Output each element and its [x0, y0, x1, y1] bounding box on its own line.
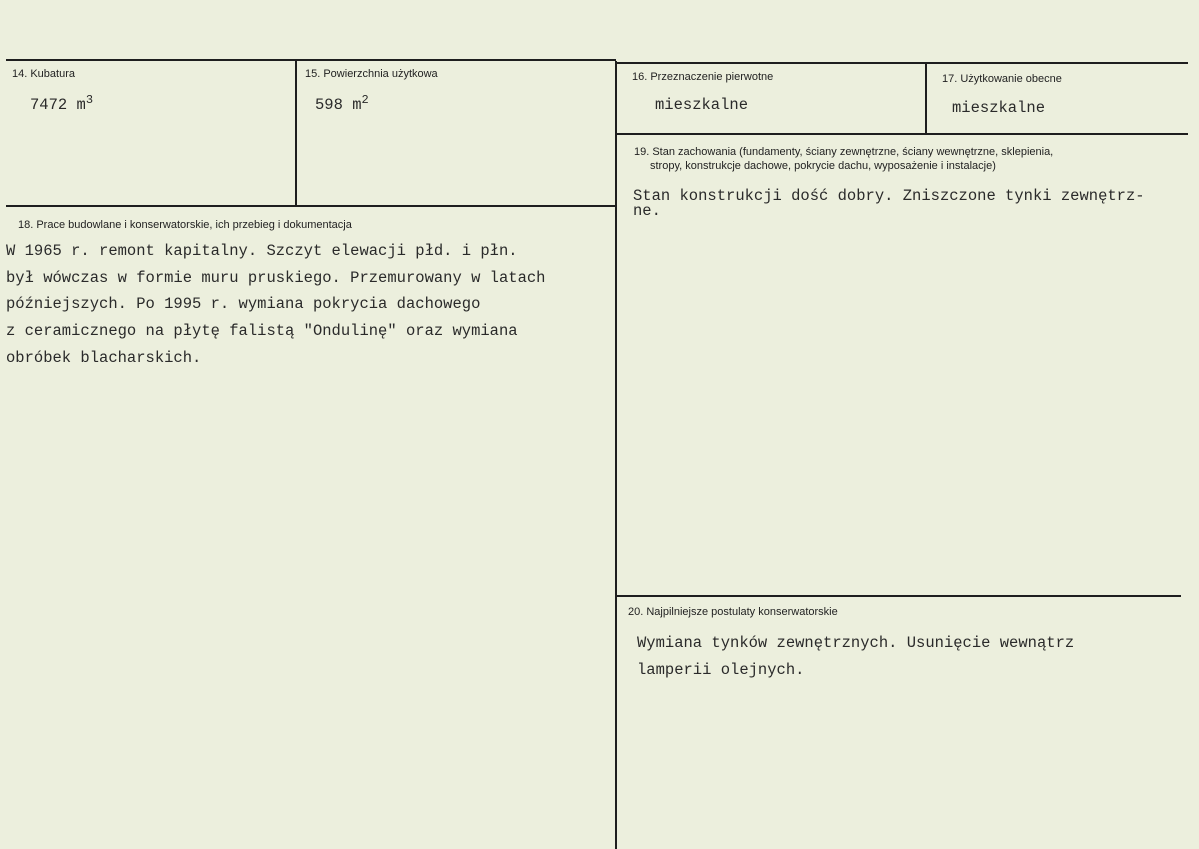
- field18-line: był wówczas w formie muru pruskiego. Przemurowany w latach: [6, 269, 546, 287]
- divider-16-17: [925, 63, 927, 133]
- row-divider-right-top: [616, 133, 1188, 135]
- field15-number: 598 m: [315, 96, 362, 114]
- field20-label: 20. Najpilniejsze postulaty konserwatorskie: [628, 606, 838, 618]
- field16-value: mieszkalne: [655, 96, 749, 114]
- field18-label: 18. Prace budowlane i konserwatorskie, ich przebieg i dokumentacja: [18, 219, 352, 231]
- field18-line: W 1965 r. remont kapitalny. Szczyt elewacji płd. i płn.: [6, 242, 518, 260]
- field18-line: późniejszych. Po 1995 r. wymiana pokrycia dachowego: [6, 295, 481, 313]
- row-divider-left: [6, 205, 616, 207]
- field18-line: z ceramicznego na płytę falistą "Ondulinę" oraz wymiana: [6, 322, 518, 340]
- field19-label-line2: stropy, konstrukcje dachowe, pokrycie dachu, wyposażenie i instalacje): [650, 160, 996, 172]
- row-divider-right-bottom: [616, 595, 1181, 597]
- field18-line: obróbek blacharskich.: [6, 349, 202, 367]
- field14-value: [30, 92, 93, 120]
- field19-label-line1: 19. Stan zachowania (fundamenty, ściany zewnętrzne, ściany wewnętrzne, sklepienia,: [634, 146, 1054, 158]
- field15-exponent: 2: [361, 93, 369, 107]
- divider-center: [615, 61, 617, 849]
- field14-exponent: 3: [85, 93, 94, 107]
- field16-label: 16. Przeznaczenie pierwotne: [632, 71, 774, 83]
- field20-line: lamperii olejnych.: [637, 661, 805, 679]
- top-border-right: [616, 62, 1188, 64]
- divider-14-15: [295, 61, 297, 206]
- field20-line: Wymiana tynków zewnętrznych. Usunięcie wewnątrz: [637, 634, 1075, 652]
- field15-label: 15. Powierzchnia użytkowa: [305, 68, 438, 80]
- field14-number: 7472 m: [30, 96, 86, 114]
- field14-label: 14. Kubatura: [12, 68, 75, 80]
- field17-label: 17. Użytkowanie obecne: [942, 73, 1062, 85]
- field15-value: [315, 92, 369, 120]
- field19-line: Stan konstrukcji dość dobry. Zniszczone tynki zewnętrz-: [633, 187, 1145, 205]
- field17-value: mieszkalne: [952, 99, 1046, 117]
- top-border-left: [6, 59, 616, 61]
- field19-line: ne.: [633, 202, 661, 220]
